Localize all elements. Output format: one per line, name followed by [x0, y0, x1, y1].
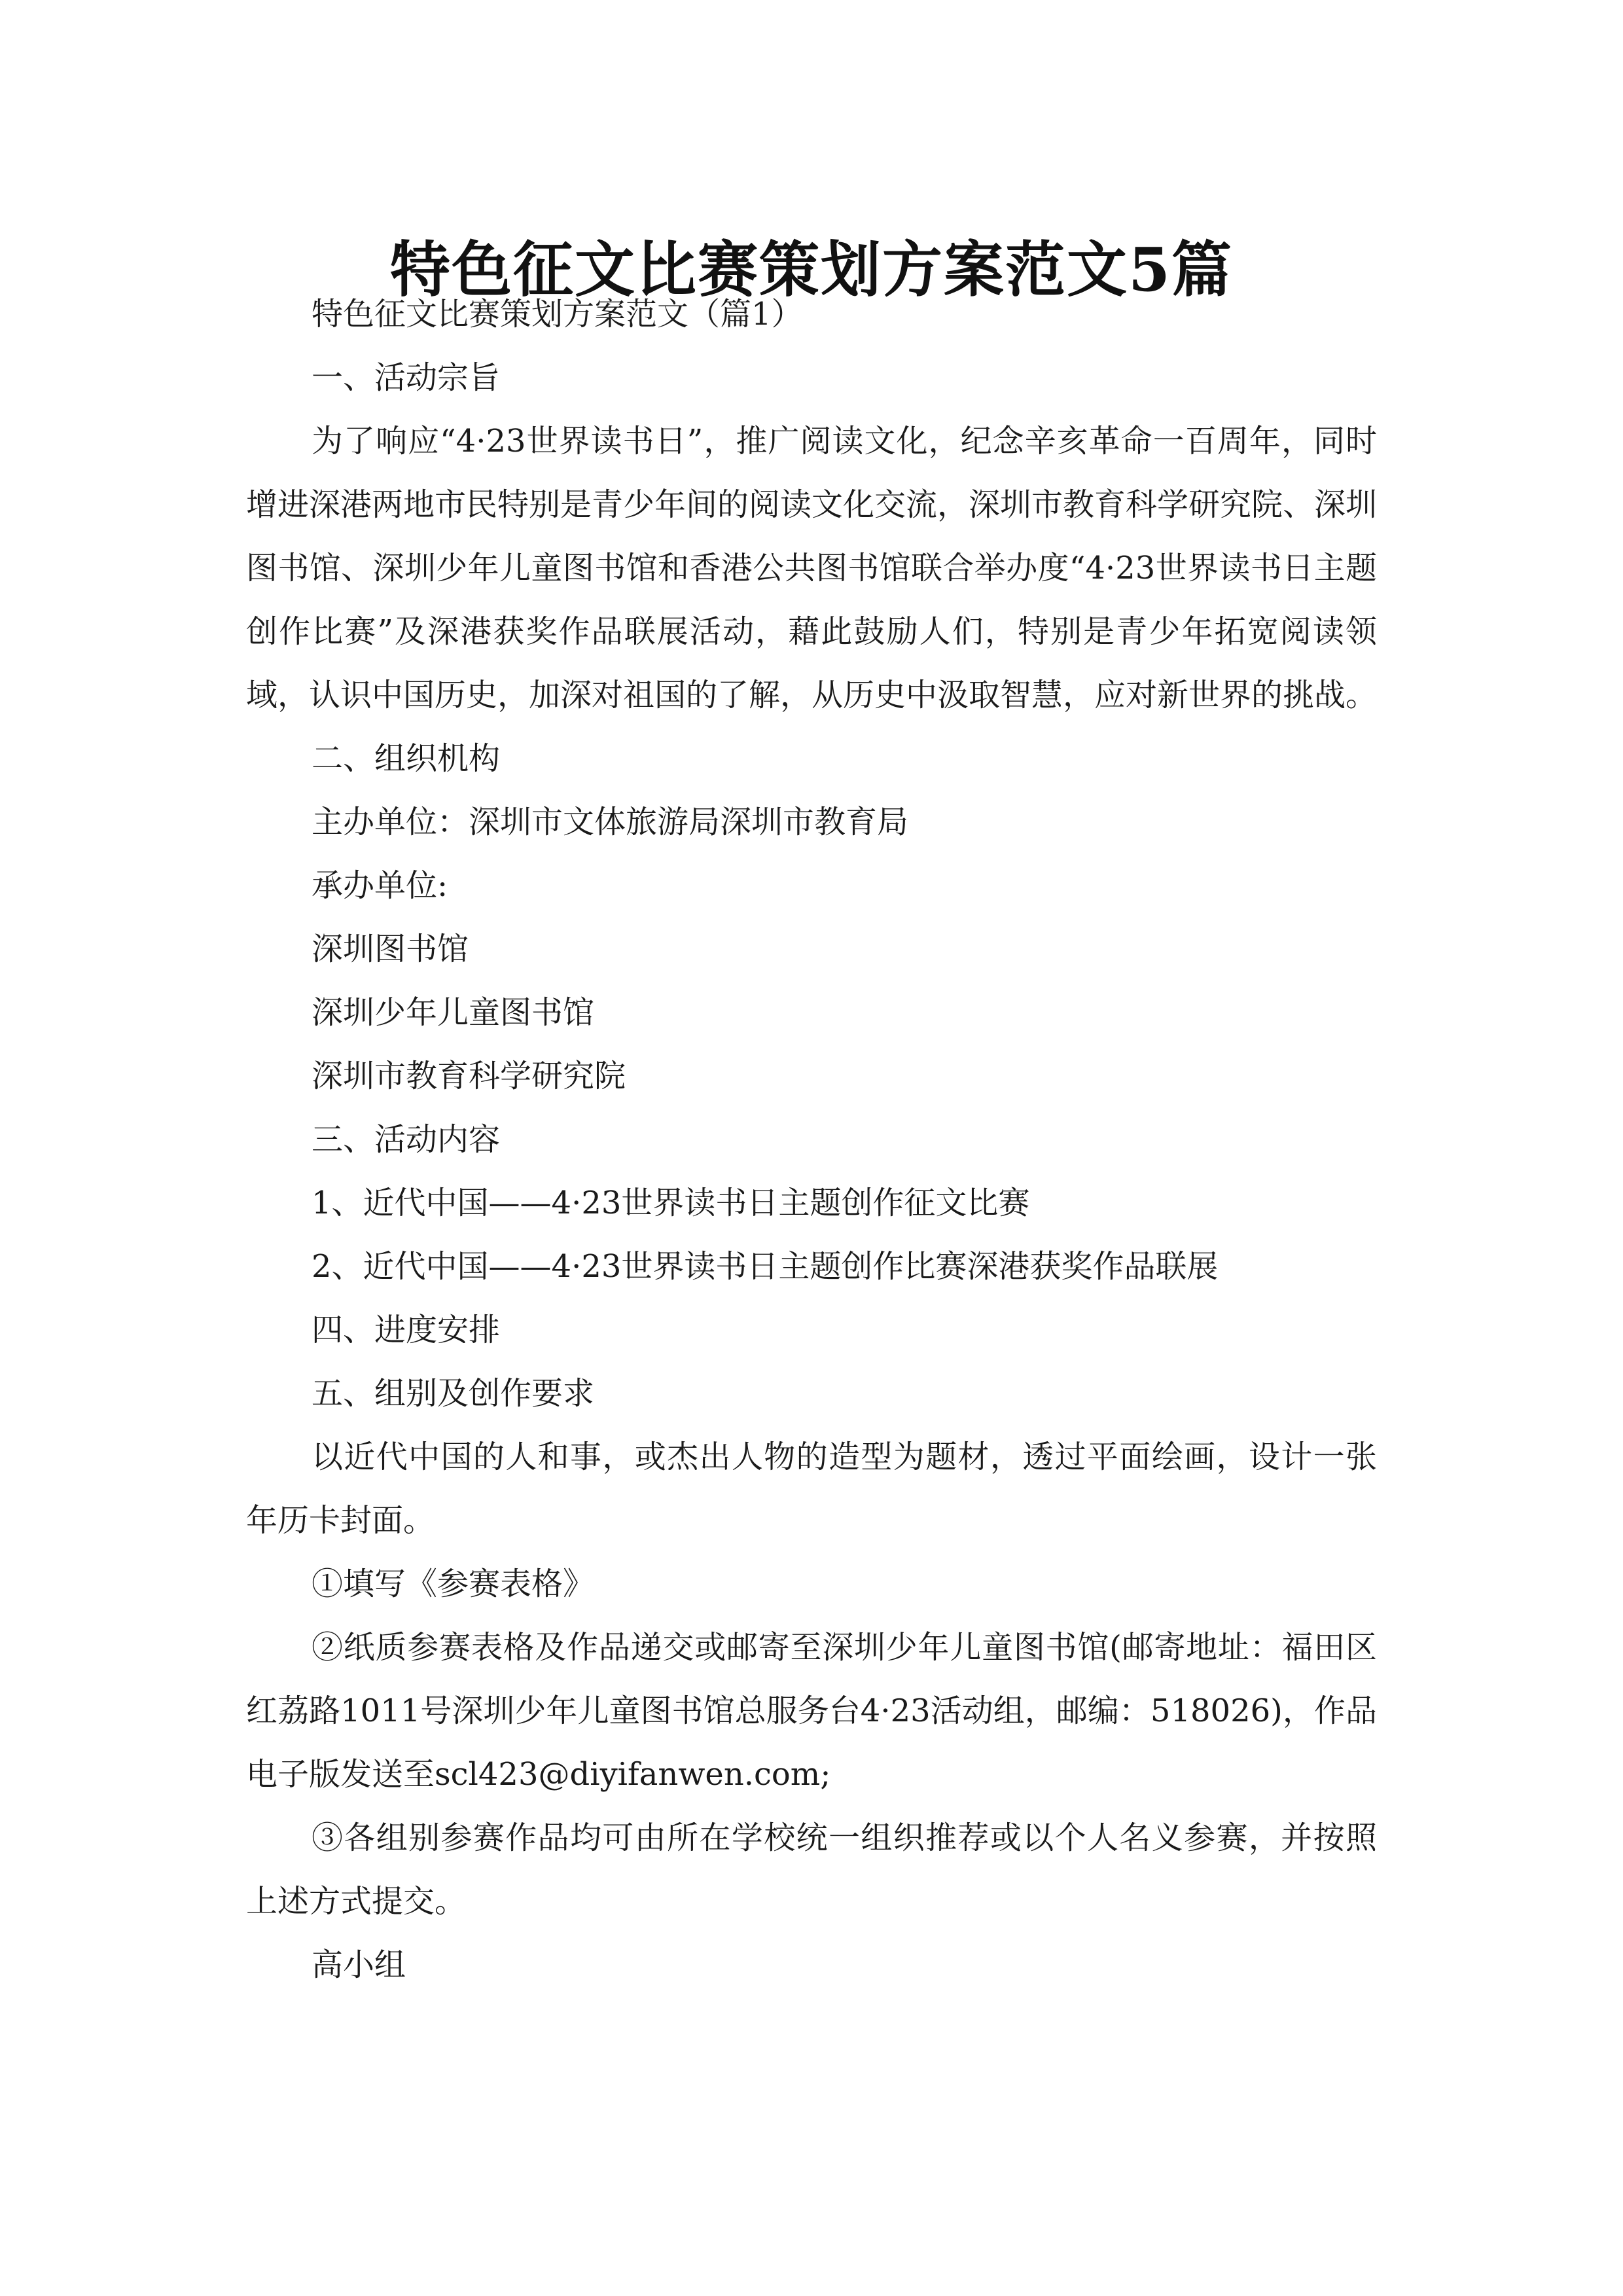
requirement-step: ③各组别参赛作品均可由所在学校统一组织推荐或以个人名义参赛，并按照上述方式提交。	[246, 1820, 1377, 1920]
section-heading-requirements: 五、组别及创作要求	[312, 1375, 595, 1412]
organizer-item: 深圳少年儿童图书馆	[312, 994, 595, 1031]
organizer-item: 深圳图书馆	[312, 931, 469, 967]
requirements-paragraph: 以近代中国的人和事，或杰出人物的造型为题材，透过平面绘画，设计一张年历卡封面。	[246, 1439, 1377, 1539]
subtitle-paragraph: 特色征文比赛策划方案范文（篇1）	[312, 296, 803, 332]
document-body	[246, 283, 1377, 1997]
section-heading-schedule: 四、进度安排	[312, 1312, 501, 1348]
section-heading-purpose: 一、活动宗旨	[312, 359, 501, 396]
document-title: 特色征文比赛策划方案范文5篇	[389, 234, 1233, 305]
requirement-step: ②纸质参赛表格及作品递交或邮寄至深圳少年儿童图书馆(邮寄地址：福田区红荔路1011号深圳少年儿童图书馆总服务台4·23活动组，邮编：518026)，作品电子版发送至scl423@diyifanwen.com;	[246, 1629, 1377, 1793]
content-item: 1、近代中国——4·23世界读书日主题创作征文比赛	[312, 1185, 1030, 1221]
section-heading-content: 三、活动内容	[312, 1121, 501, 1158]
host-organization-line: 主办单位：深圳市文体旅游局深圳市教育局	[312, 804, 909, 840]
requirement-step: ①填写《参赛表格》	[312, 1566, 595, 1602]
organizer-item: 深圳市教育科学研究院	[312, 1058, 626, 1094]
section-heading-organization: 二、组织机构	[312, 740, 501, 777]
organizer-heading: 承办单位:	[312, 867, 448, 904]
purpose-paragraph: 为了响应“4·23世界读书日”，推广阅读文化，纪念辛亥革命一百周年，同时增进深港两地市民特别是青少年间的阅读文化交流，深圳市教育科学研究院、深圳图书馆、深圳少年儿童图书馆和香港公共图书馆联合举办度“4·23世界读书日主题创作比赛”及深港获奖作品联展活动，藉此鼓励人们，特别是青少年拓宽阅读领域，认识中国历史，加深对祖国的了解，从历史中汲取智慧，应对新世界的挑战。	[246, 423, 1378, 713]
content-item: 2、近代中国——4·23世界读书日主题创作比赛深港获奖作品联展	[312, 1248, 1219, 1285]
group-label: 高小组	[312, 1946, 406, 1983]
